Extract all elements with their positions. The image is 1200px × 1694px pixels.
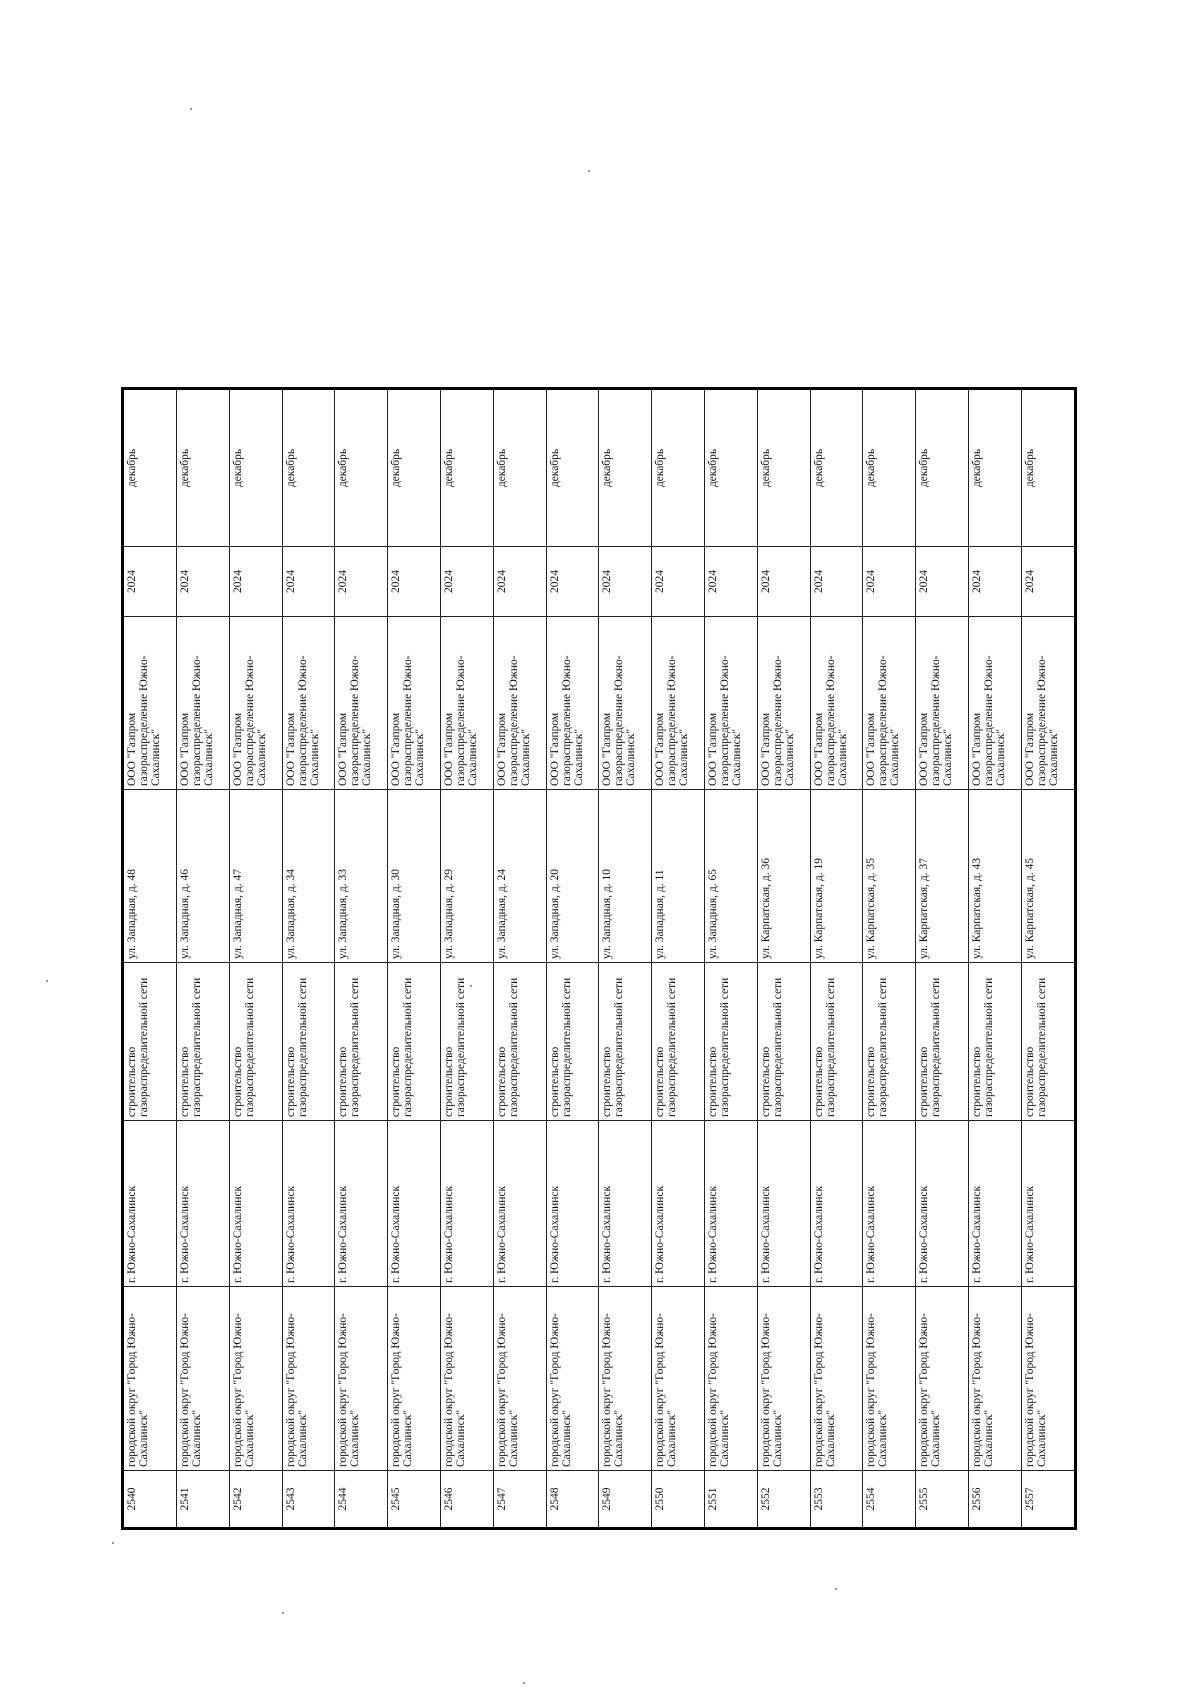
month-cell: декабрь xyxy=(282,389,335,547)
work-type-cell: строительство газораспределительной сети xyxy=(969,963,1022,1121)
municipality-cell: городской округ "Город Южно-Сахалинск" xyxy=(388,1287,441,1471)
settlement-cell: г. Южно-Сахалинск xyxy=(282,1121,335,1287)
work-type-cell: строительство газораспределительной сети xyxy=(652,963,705,1121)
settlement-cell: г. Южно-Сахалинск xyxy=(335,1121,388,1287)
month-cell: декабрь xyxy=(810,389,863,547)
table-row xyxy=(493,389,546,1529)
row-number-cell: 2548 xyxy=(546,1471,599,1529)
work-type-cell: строительство газораспределительной сети xyxy=(335,963,388,1121)
work-type-cell: строительство газораспределительной сети xyxy=(388,963,441,1121)
table-body xyxy=(123,389,1076,1529)
address-cell: ул. Западная, д. 10 xyxy=(599,790,652,963)
row-number-cell: 2556 xyxy=(969,1471,1022,1529)
organization-cell: ООО "Газпром газораспределение Южно-Сахалинск" xyxy=(916,617,969,790)
settlement-cell: г. Южно-Сахалинск xyxy=(599,1121,652,1287)
year-cell: 2024 xyxy=(335,547,388,617)
table-row xyxy=(177,389,230,1529)
address-cell: ул. Западная, д. 20 xyxy=(546,790,599,963)
address-cell: ул. Карпатская, д. 43 xyxy=(969,790,1022,963)
address-cell: ул. Западная, д. 24 xyxy=(493,790,546,963)
work-type-cell: строительство газораспределительной сети xyxy=(916,963,969,1121)
municipality-cell: городской округ "Город Южно-Сахалинск" xyxy=(1021,1287,1075,1471)
row-number-cell: 2541 xyxy=(177,1471,230,1529)
municipality-cell: городской округ "Город Южно-Сахалинск" xyxy=(916,1287,969,1471)
row-number-cell: 2551 xyxy=(705,1471,758,1529)
scan-speck xyxy=(523,1682,525,1684)
organization-cell: ООО "Газпром газораспределение Южно-Сахалинск" xyxy=(810,617,863,790)
organization-cell: ООО "Газпром газораспределение Южно-Сахалинск" xyxy=(969,617,1022,790)
year-cell: 2024 xyxy=(757,547,810,617)
table-row xyxy=(599,389,652,1529)
work-type-cell: строительство газораспределительной сети xyxy=(177,963,230,1121)
address-cell: ул. Западная, д. 48 xyxy=(123,790,177,963)
address-cell: ул. Карпатская, д. 19 xyxy=(810,790,863,963)
row-number-cell: 2555 xyxy=(916,1471,969,1529)
work-type-cell: строительство газораспределительной сети xyxy=(810,963,863,1121)
scan-speck xyxy=(190,108,192,110)
table-row xyxy=(969,389,1022,1529)
address-cell: ул. Карпатская, д. 37 xyxy=(916,790,969,963)
year-cell: 2024 xyxy=(388,547,441,617)
work-type-cell: строительство газораспределительной сети xyxy=(546,963,599,1121)
organization-cell: ООО "Газпром газораспределение Южно-Сахалинск" xyxy=(229,617,282,790)
row-number-cell: 2552 xyxy=(757,1471,810,1529)
scan-speck xyxy=(46,980,48,982)
settlement-cell: г. Южно-Сахалинск xyxy=(810,1121,863,1287)
table-row xyxy=(546,389,599,1529)
month-cell: декабрь xyxy=(229,389,282,547)
year-cell: 2024 xyxy=(705,547,758,617)
settlement-cell: г. Южно-Сахалинск xyxy=(757,1121,810,1287)
row-number-cell: 2550 xyxy=(652,1471,705,1529)
organization-cell: ООО "Газпром газораспределение Южно-Сахалинск" xyxy=(863,617,916,790)
month-cell: декабрь xyxy=(652,389,705,547)
month-cell: декабрь xyxy=(705,389,758,547)
table-row xyxy=(705,389,758,1529)
table-row xyxy=(123,389,177,1529)
row-number-cell: 2544 xyxy=(335,1471,388,1529)
work-type-cell: строительство газораспределительной сети xyxy=(1021,963,1075,1121)
month-cell: декабрь xyxy=(916,389,969,547)
settlement-cell: г. Южно-Сахалинск xyxy=(652,1121,705,1287)
municipality-cell: городской округ "Город Южно-Сахалинск" xyxy=(335,1287,388,1471)
organization-cell: ООО "Газпром газораспределение Южно-Сахалинск" xyxy=(652,617,705,790)
year-cell: 2024 xyxy=(177,547,230,617)
table-row xyxy=(441,389,494,1529)
settlement-cell: г. Южно-Сахалинск xyxy=(1021,1121,1075,1287)
year-cell: 2024 xyxy=(546,547,599,617)
settlement-cell: г. Южно-Сахалинск xyxy=(705,1121,758,1287)
work-type-cell: строительство газораспределительной сети xyxy=(863,963,916,1121)
organization-cell: ООО "Газпром газораспределение Южно-Сахалинск" xyxy=(493,617,546,790)
work-type-cell: строительство газораспределительной сети xyxy=(441,963,494,1121)
table-row xyxy=(757,389,810,1529)
municipality-cell: городской округ "Город Южно-Сахалинск" xyxy=(757,1287,810,1471)
municipality-cell: городской округ "Город Южно-Сахалинск" xyxy=(546,1287,599,1471)
address-cell: ул. Западная, д. 11 xyxy=(652,790,705,963)
municipality-cell: городской округ "Город Южно-Сахалинск" xyxy=(229,1287,282,1471)
municipality-cell: городской округ "Город Южно-Сахалинск" xyxy=(599,1287,652,1471)
settlement-cell: г. Южно-Сахалинск xyxy=(916,1121,969,1287)
municipality-cell: городской округ "Город Южно-Сахалинск" xyxy=(493,1287,546,1471)
row-number-cell: 2546 xyxy=(441,1471,494,1529)
scan-speck xyxy=(112,1542,114,1544)
work-type-cell: строительство газораспределительной сети xyxy=(599,963,652,1121)
settlement-cell: г. Южно-Сахалинск xyxy=(229,1121,282,1287)
organization-cell: ООО "Газпром газораспределение Южно-Сахалинск" xyxy=(757,617,810,790)
month-cell: декабрь xyxy=(863,389,916,547)
year-cell: 2024 xyxy=(652,547,705,617)
gasification-schedule-table xyxy=(121,387,1077,1530)
row-number-cell: 2542 xyxy=(229,1471,282,1529)
work-type-cell: строительство газораспределительной сети xyxy=(282,963,335,1121)
municipality-cell: городской округ "Город Южно-Сахалинск" xyxy=(282,1287,335,1471)
month-cell: декабрь xyxy=(123,389,177,547)
year-cell: 2024 xyxy=(599,547,652,617)
row-number-cell: 2553 xyxy=(810,1471,863,1529)
work-type-cell: строительство газораспределительной сети xyxy=(229,963,282,1121)
year-cell: 2024 xyxy=(493,547,546,617)
municipality-cell: городской округ "Город Южно-Сахалинск" xyxy=(123,1287,177,1471)
table-row xyxy=(863,389,916,1529)
organization-cell: ООО "Газпром газораспределение Южно-Сахалинск" xyxy=(388,617,441,790)
municipality-cell: городской округ "Город Южно-Сахалинск" xyxy=(705,1287,758,1471)
work-type-cell: строительство газораспределительной сети xyxy=(123,963,177,1121)
work-type-cell: строительство газораспределительной сети xyxy=(705,963,758,1121)
municipality-cell: городской округ "Город Южно-Сахалинск" xyxy=(652,1287,705,1471)
address-cell: ул. Западная, д. 34 xyxy=(282,790,335,963)
work-type-cell: строительство газораспределительной сети xyxy=(493,963,546,1121)
settlement-cell: г. Южно-Сахалинск xyxy=(546,1121,599,1287)
scan-speck xyxy=(470,985,472,987)
row-number-cell: 2540 xyxy=(123,1471,177,1529)
month-cell: декабрь xyxy=(599,389,652,547)
year-cell: 2024 xyxy=(863,547,916,617)
month-cell: декабрь xyxy=(546,389,599,547)
year-cell: 2024 xyxy=(441,547,494,617)
municipality-cell: городской округ "Город Южно-Сахалинск" xyxy=(441,1287,494,1471)
settlement-cell: г. Южно-Сахалинск xyxy=(863,1121,916,1287)
address-cell: ул. Западная, д. 46 xyxy=(177,790,230,963)
settlement-cell: г. Южно-Сахалинск xyxy=(969,1121,1022,1287)
organization-cell: ООО "Газпром газораспределение Южно-Сахалинск" xyxy=(335,617,388,790)
rotated-table-wrapper xyxy=(121,390,1077,1530)
year-cell: 2024 xyxy=(123,547,177,617)
table-row xyxy=(810,389,863,1529)
organization-cell: ООО "Газпром газораспределение Южно-Сахалинск" xyxy=(546,617,599,790)
municipality-cell: городской округ "Город Южно-Сахалинск" xyxy=(863,1287,916,1471)
municipality-cell: городской округ "Город Южно-Сахалинск" xyxy=(969,1287,1022,1471)
address-cell: ул. Карпатская, д. 35 xyxy=(863,790,916,963)
municipality-cell: городской округ "Город Южно-Сахалинск" xyxy=(810,1287,863,1471)
address-cell: ул. Западная, д. 33 xyxy=(335,790,388,963)
organization-cell: ООО "Газпром газораспределение Южно-Сахалинск" xyxy=(282,617,335,790)
table-row xyxy=(388,389,441,1529)
address-cell: ул. Западная, д. 47 xyxy=(229,790,282,963)
table-row xyxy=(229,389,282,1529)
month-cell: декабрь xyxy=(493,389,546,547)
month-cell: декабрь xyxy=(335,389,388,547)
organization-cell: ООО "Газпром газораспределение Южно-Сахалинск" xyxy=(1021,617,1075,790)
month-cell: декабрь xyxy=(441,389,494,547)
organization-cell: ООО "Газпром газораспределение Южно-Сахалинск" xyxy=(177,617,230,790)
address-cell: ул. Западная, д. 29 xyxy=(441,790,494,963)
year-cell: 2024 xyxy=(969,547,1022,617)
month-cell: декабрь xyxy=(1021,389,1075,547)
year-cell: 2024 xyxy=(282,547,335,617)
settlement-cell: г. Южно-Сахалинск xyxy=(441,1121,494,1287)
row-number-cell: 2554 xyxy=(863,1471,916,1529)
year-cell: 2024 xyxy=(1021,547,1075,617)
month-cell: декабрь xyxy=(177,389,230,547)
table-row xyxy=(282,389,335,1529)
settlement-cell: г. Южно-Сахалинск xyxy=(493,1121,546,1287)
settlement-cell: г. Южно-Сахалинск xyxy=(123,1121,177,1287)
work-type-cell: строительство газораспределительной сети xyxy=(757,963,810,1121)
year-cell: 2024 xyxy=(916,547,969,617)
year-cell: 2024 xyxy=(810,547,863,617)
month-cell: декабрь xyxy=(757,389,810,547)
address-cell: ул. Западная, д. 65 xyxy=(705,790,758,963)
row-number-cell: 2545 xyxy=(388,1471,441,1529)
row-number-cell: 2547 xyxy=(493,1471,546,1529)
table-row xyxy=(916,389,969,1529)
organization-cell: ООО "Газпром газораспределение Южно-Сахалинск" xyxy=(599,617,652,790)
address-cell: ул. Карпатская, д. 45 xyxy=(1021,790,1075,963)
address-cell: ул. Западная, д. 30 xyxy=(388,790,441,963)
table-row xyxy=(1021,389,1075,1529)
table-row xyxy=(335,389,388,1529)
municipality-cell: городской округ "Город Южно-Сахалинск" xyxy=(177,1287,230,1471)
table-row xyxy=(652,389,705,1529)
month-cell: декабрь xyxy=(969,389,1022,547)
settlement-cell: г. Южно-Сахалинск xyxy=(177,1121,230,1287)
row-number-cell: 2543 xyxy=(282,1471,335,1529)
year-cell: 2024 xyxy=(229,547,282,617)
settlement-cell: г. Южно-Сахалинск xyxy=(388,1121,441,1287)
organization-cell: ООО "Газпром газораспределение Южно-Сахалинск" xyxy=(123,617,177,790)
month-cell: декабрь xyxy=(388,389,441,547)
row-number-cell: 2557 xyxy=(1021,1471,1075,1529)
row-number-cell: 2549 xyxy=(599,1471,652,1529)
organization-cell: ООО "Газпром газораспределение Южно-Сахалинск" xyxy=(441,617,494,790)
address-cell: ул. Карпатская, д. 36 xyxy=(757,790,810,963)
scan-speck xyxy=(588,170,590,172)
scan-speck xyxy=(282,1612,284,1614)
organization-cell: ООО "Газпром газораспределение Южно-Сахалинск" xyxy=(705,617,758,790)
scan-speck xyxy=(835,1588,837,1590)
